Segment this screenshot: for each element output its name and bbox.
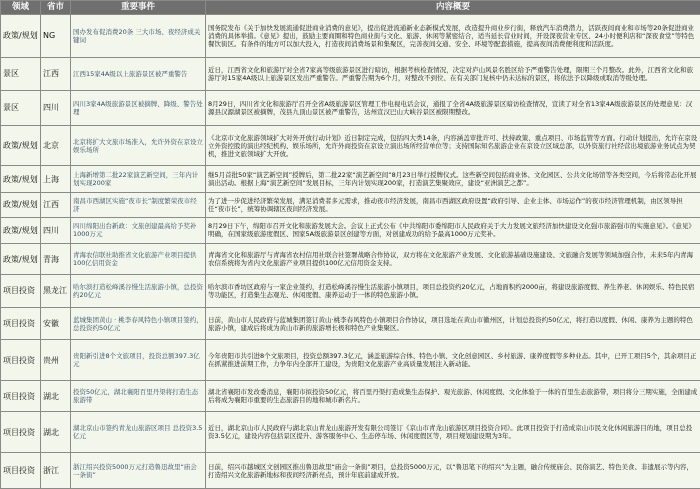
row-province-cell	[41, 166, 71, 193]
row-province-cell-text: 湖北	[43, 427, 59, 437]
row-event-cell-text: 浙江绍兴投资5000万元打造鲁迅故里“庙会一条街”	[73, 462, 197, 479]
row-domain-cell	[1, 340, 41, 381]
row-summary-cell-text: 哈尔滨市香坊区政府与一家企业签约，打造松峰溪谷慢生活旅游小镇项目，项目总投资约20亿元，占地面积约2000亩，将建设旅游度假、养生养老、休闲娱乐、特色民宿等功能区，打造集生态观光、休闲度假、康养运动于一体的特色旅游小镇。	[208, 282, 695, 299]
row-province-cell	[41, 15, 71, 58]
row-domain-cell	[1, 274, 41, 307]
row-summary-cell	[206, 217, 700, 244]
row-province-cell-text: 四川	[43, 225, 59, 235]
row-domain-cell-text: 政策/规划	[3, 31, 38, 41]
row-summary-cell-text: 国务院发布《关于加快发展流通促进商业消费的意见》，提出促进流通新业态新模式发展，改造提升商业步行街，释放汽车消费潜力，活跃夜间商业和市场等20条促进商业消费的具体举措。《意见》提出，鼓励主要商圈和特色商业街与文化、旅游、休闲等紧密结合，适当延长营业时间，开设深夜营业专区、24小时便利店和“深夜食堂”等特色餐饮街区。有条件的地方可以加大投入，打造夜间消费场景和集聚区，完善夜间交通、安全、环境等配套措施，提高夜间消费便利度和活跃度。	[208, 23, 695, 48]
row-domain-cell	[1, 193, 41, 218]
row-domain-cell-text: 项目投资	[3, 427, 35, 437]
row-summary-cell-text: 青海省文化和旅游厅与青海省农村信用社联合社签署战略合作协议，双方将在文化旅游产业发展、文化旅游基础设施建设、文旅融合发展等领域加强合作，未来5年内青海农信系统将为省内文化旅游产业项目提供100亿元信用资金支持。	[208, 251, 694, 268]
row-province-cell-text: 四川	[43, 103, 59, 113]
row-summary-cell-text: 为了进一步促进经济繁荣发展，满足消费者多元需求，推动夜市经济发展，南昌市西湖区政府设置“政府引导、企业主体、市场运作”的夜市经济管理机制，由区领导担任“夜市长”，统筹协调辖区夜间经济发展。	[208, 196, 683, 213]
row-event-cell	[71, 57, 206, 90]
table-row	[1, 453, 700, 489]
row-event-cell-text: 上海新增第二批22家演艺新空间，三年内计划实现200家	[73, 171, 199, 188]
row-domain-cell	[1, 125, 41, 166]
row-event-cell-text: 青海农信联社助推省文化旅游产业项目提供100亿信用资金	[73, 251, 197, 268]
table-row	[1, 381, 700, 412]
row-domain-cell-text: 政策/规划	[3, 141, 38, 150]
row-event-cell-text: 四川3家4A级旅游景区被摘牌、降级、警告处理	[73, 99, 203, 116]
row-province-cell-text: 江西	[43, 200, 59, 210]
row-summary-cell	[206, 125, 700, 166]
row-province-cell	[41, 125, 71, 166]
row-event-cell-text: 国办发布促消费20条 三大市场、夜经济成关键词	[73, 27, 201, 44]
row-summary-cell-text: 日前，黄山市人民政府与蓝城集团签订黄山·桃李春风特色小镇项目合作协议，项目选址在黄山市徽州区，计划总投资约50亿元，将打造以度假、休闲、康养为主题的特色旅游小镇，建成后将成为黄山市新的旅游增长极和特色产业集聚区。	[208, 315, 693, 332]
table-row	[1, 15, 700, 58]
table-row	[1, 90, 700, 125]
row-province-cell	[41, 244, 71, 275]
row-domain-cell-text: 项目投资	[3, 286, 35, 296]
row-event-cell-text: 投资50亿元，湖北襄阳百里丹渠将打造生态旅游带	[73, 388, 199, 405]
row-domain-cell-text: 项目投资	[3, 466, 35, 476]
row-event-cell	[71, 217, 206, 244]
row-summary-cell	[206, 412, 700, 453]
row-domain-cell-text: 政策/规划	[3, 200, 38, 210]
row-province-cell	[41, 217, 71, 244]
row-province-cell	[41, 340, 71, 381]
row-domain-cell-text: 项目投资	[3, 391, 35, 401]
row-domain-cell-text: 政策/规划	[3, 254, 38, 264]
table-row	[1, 307, 700, 340]
row-summary-cell-text: 近日，江西省文化和旅游厅对全省7家高等级旅游景区进行暗访，根据考核检查情况，决定对庐山风景名胜区给予严重警告处理，限期三个月整改。此外，江西省文化和旅游厅对15家4A级以上旅游景区发出严重警告。严重警告期为6个月，对整改不到位、在有关部门复核中仍未达标的景区，将依法予以降级或取消等级处理。	[208, 65, 694, 82]
row-event-cell-text: 蓝城集团黄山 · 桃李春风特色小镇项目签约，总投资约50亿元	[73, 315, 203, 332]
row-domain-cell	[1, 166, 41, 193]
row-domain-cell-text: 景区	[3, 103, 19, 113]
row-province-cell-text: 浙江	[43, 466, 59, 476]
row-summary-cell	[206, 274, 700, 307]
row-event-cell	[71, 15, 206, 58]
table-row	[1, 244, 700, 275]
table-row	[1, 125, 700, 166]
row-domain-cell-text: 政策/规划	[3, 174, 38, 184]
header-province: 省市	[41, 1, 71, 15]
row-province-cell	[41, 453, 71, 489]
row-summary-cell-text: 近日，湖北京山市人民政府与湖北京山青龙山旅游开发有限公司签订《京山市青龙山旅游区项目投资合同》。此项目投资于打造成京山市民文化休闲旅游目的地，项目总投资3.5亿元，建设内容包括景区提升、游客服务中心、生态停车场、休闲度假区等，项目规划建设期为3年。	[208, 424, 693, 441]
row-domain-cell-text: 政策/规划	[3, 225, 38, 235]
row-domain-cell	[1, 381, 41, 412]
table-row	[1, 57, 700, 90]
row-summary-cell-text: 湖北省襄阳市发改委消息，襄阳市拟投资50亿元，将百里丹渠打造成集生态保护、观光旅游、休闲度假、文化体验于一体的百里生态旅游带，项目将分三期实施，全面建成后将成为襄阳市重要的生态旅游目的地和城市新名片。	[208, 388, 698, 405]
header-row	[1, 1, 700, 15]
row-event-cell	[71, 125, 206, 166]
row-event-cell	[71, 381, 206, 412]
row-event-cell-text: 贵阳新引进8个文旅项目，投资总额397.3亿元	[73, 352, 200, 369]
row-province-cell-text: 北京	[43, 141, 59, 150]
row-summary-cell-text: 8月29日，四川省文化和旅游厅召开全省A级旅游景区管理工作电视电话会议，通报了全省4A级旅游景区暗访检查情况，宣读了对全省13家4A级旅游景区的处理意见：汉源县汉源湖景区被摘牌，茂县九顶山景区被严重警告，达州宣汉巴山大峡谷景区被限期整改。	[208, 99, 693, 116]
row-domain-cell	[1, 244, 41, 275]
row-event-cell-text: 江西15家4A级以上旅游景区被严重警告	[73, 69, 188, 78]
row-province-cell	[41, 412, 71, 453]
row-domain-cell	[1, 57, 41, 90]
row-domain-cell	[1, 90, 41, 125]
row-summary-cell	[206, 15, 700, 58]
table-body	[1, 15, 700, 489]
table-row	[1, 340, 700, 381]
row-province-cell-text: 青海	[43, 254, 59, 264]
row-summary-cell-text: 《北京市文化旅游领域扩大对外开放行动计划》近日制定完成，包括四大类14条，内容涵盖审批许可、扶持政策、重点项目、市场监管等方面。行动计划提出，允许在京设立外资控股的演出经纪机构、娱乐场所，允许外商投资在京设立演出场所经营单位等；支持国际知名旅游企业在京设立区域总部，以外资旅行社经营出境旅游业务试点为契机，推进文旅领域扩大开放。	[208, 133, 698, 158]
row-event-cell	[71, 340, 206, 381]
row-province-cell-text: 黑龙江	[43, 286, 67, 296]
row-domain-cell	[1, 15, 41, 58]
row-domain-cell-text: 项目投资	[3, 355, 35, 365]
row-province-cell-text: 安徽	[43, 319, 59, 329]
row-domain-cell	[1, 217, 41, 244]
row-summary-cell	[206, 381, 700, 412]
row-province-cell-text: 湖北	[43, 391, 59, 401]
row-event-cell	[71, 90, 206, 125]
row-domain-cell	[1, 412, 41, 453]
row-summary-cell-text: 8月29日下午，绵阳市召开文化和旅游发展大会。会议上正式公布《中共绵阳市委绵阳市人民政府关于大力发展文旅经济加快建设文化强市旅游强市的实施意见》。《意见》明确，在国家级旅游度假区、国家5A级旅游景区创建等方面，对创建成功的给予最高1000万元奖补。	[208, 222, 695, 239]
row-domain-cell	[1, 453, 41, 489]
row-event-cell	[71, 193, 206, 218]
row-summary-cell-text: 今年贵阳市共引进8个文旅项目，投资总额397.3亿元，涵盖旅游综合体、特色小镇、文化创意园区、乡村旅游、康养度假等多种业态。其中，已开工项目5个，其余项目正在抓紧推进前期工作，力争年内全部开工建设，为贵阳文化旅游产业高质量发展注入新动能。	[208, 352, 697, 369]
table-row	[1, 166, 700, 193]
header-event: 重要事件	[71, 1, 206, 15]
row-province-cell-text: 贵州	[43, 355, 59, 365]
row-event-cell	[71, 307, 206, 340]
row-summary-cell-text: 日前，绍兴市越城区文创园区推出鲁迅故里“庙会一条街”项目，总投资5000万元，以“鲁迅笔下的绍兴”为主题，融合传统庙会、民俗演艺、特色美食、非遗展示等内容，打造绍兴文化旅游新地标和夜间经济新亮点，预计年底前建成开放。	[208, 462, 694, 479]
row-domain-cell-text: 景区	[3, 69, 19, 79]
row-province-cell	[41, 90, 71, 125]
table-row	[1, 274, 700, 307]
row-summary-cell	[206, 340, 700, 381]
row-event-cell-text: 四川绵阳出台新政：文旅创建最高给予奖补1000万元	[73, 222, 197, 239]
row-summary-cell-text: 继5月首批50家“演艺新空间”授牌后，第二批22家“演艺新空间”8月23日举行授牌仪式。这些新空间包括商业体、文化园区、公共文化场馆等各类空间，今后将常态化开展演出活动。根据上海“演艺新空间”发展目标，三年内计划实现200家，打造演艺集聚效应，建设“亚洲演艺之都”。	[208, 171, 697, 188]
row-event-cell	[71, 274, 206, 307]
row-event-cell	[71, 453, 206, 489]
row-summary-cell	[206, 57, 700, 90]
row-event-cell	[71, 244, 206, 275]
row-domain-cell-text: 项目投资	[3, 319, 35, 329]
row-event-cell	[71, 412, 206, 453]
row-event-cell-text: 南昌市西湖区实施“夜市长”制度繁荣夜市经济	[73, 196, 197, 213]
table-row	[1, 193, 700, 218]
row-summary-cell	[206, 244, 700, 275]
table-row	[1, 412, 700, 453]
row-event-cell	[71, 166, 206, 193]
row-summary-cell	[206, 193, 700, 218]
row-province-cell	[41, 274, 71, 307]
table-row	[1, 217, 700, 244]
header-summary: 内容概要	[206, 1, 700, 15]
row-province-cell-text: NG	[43, 31, 56, 41]
row-summary-cell	[206, 307, 700, 340]
row-province-cell	[41, 307, 71, 340]
row-province-cell-text: 江西	[43, 69, 59, 79]
row-summary-cell	[206, 453, 700, 489]
row-event-cell-text: 哈尔滨打造松峰溪谷慢生活旅游小镇，总投资约20亿元	[73, 282, 203, 299]
row-summary-cell	[206, 166, 700, 193]
row-domain-cell	[1, 307, 41, 340]
row-event-cell-text: 湖北京山市签约青龙山旅游区项目 总投资3.5亿元	[73, 424, 203, 441]
row-summary-cell	[206, 90, 700, 125]
row-province-cell	[41, 381, 71, 412]
row-province-cell-text: 上海	[43, 174, 59, 184]
row-province-cell	[41, 193, 71, 218]
row-province-cell	[41, 57, 71, 90]
header-domain: 领域	[1, 1, 41, 15]
row-event-cell-text: 北京将扩大文旅市场准入，允许外资在京设立娱乐场所	[73, 137, 203, 154]
